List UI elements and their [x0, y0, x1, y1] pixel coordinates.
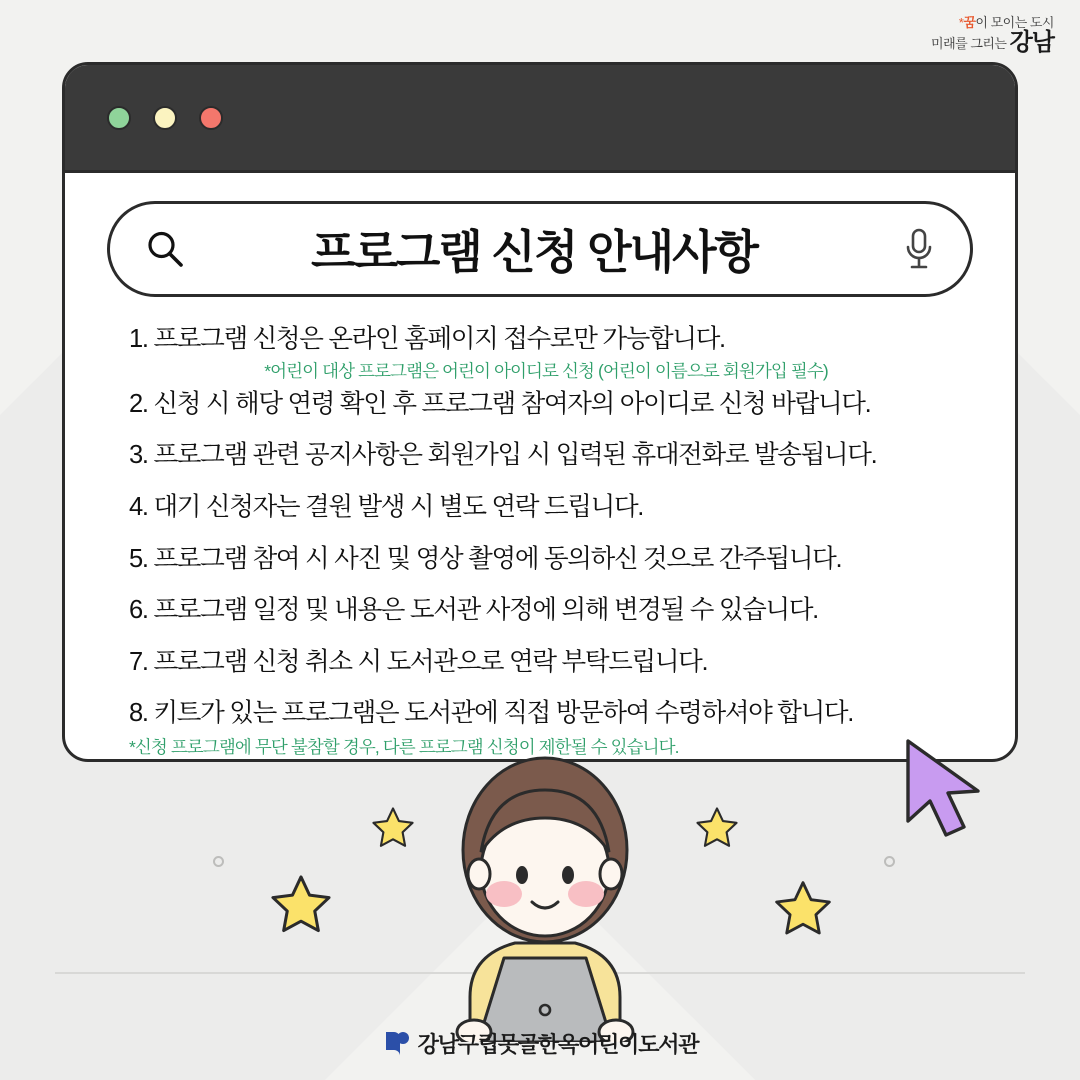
notice-item: 2. 신청 시 해당 연령 확인 후 프로그램 참여자의 아이디로 신청 바랍니다.: [129, 389, 871, 418]
child-illustration: [400, 742, 690, 1042]
brand-logo-line1-accent: 꿈: [963, 15, 976, 30]
notice-item: 4. 대기 신청자는 결원 발생 시 별도 연락 드립니다.: [129, 492, 644, 521]
star-icon: [694, 805, 740, 856]
notice-item: 8. 키트가 있는 프로그램은 도서관에 직접 방문하여 수령하셔야 합니다.: [129, 699, 854, 728]
window-yellow-dot-icon[interactable]: [153, 106, 177, 130]
mouse-cursor-icon: [900, 735, 1000, 845]
window-green-dot-icon[interactable]: [107, 106, 131, 130]
notice-subnote: *어린이 대상 프로그램은 어린이 아이디로 신청 (어린이 이름으로 회원가입 필수): [264, 360, 828, 381]
gangnam-brand-logo: [931, 16, 1054, 57]
brand-logo-line1-rest: 이 모이는 도시: [975, 15, 1054, 30]
brand-logo-line2-big: 강남: [1009, 29, 1054, 57]
library-footer: [0, 1028, 1080, 1059]
brand-logo-line2: [931, 30, 1054, 56]
notice-item: 5. 프로그램 참여 시 사진 및 영상 촬영에 동의하신 것으로 간주됩니다.: [129, 544, 842, 573]
star-icon: [772, 878, 834, 945]
star-icon: [268, 872, 334, 943]
brand-star-icon: *: [958, 15, 964, 30]
decor-dot: [213, 856, 224, 867]
notice-item: 7. 프로그램 신청 취소 시 도서관으로 연락 부탁드립니다.: [129, 647, 708, 676]
decor-dot: [884, 856, 895, 867]
notice-item: 3. 프로그램 관련 공지사항은 회원가입 시 입력된 휴대전화로 발송됩니다.: [129, 441, 877, 470]
browser-content: [65, 173, 1015, 759]
notice-list: [107, 323, 973, 759]
notice-footer-note: *신청 프로그램에 무단 불참할 경우, 다른 프로그램 신청이 제한될 수 있습니다.: [129, 737, 679, 757]
window-close-red-dot-icon[interactable]: [199, 106, 223, 130]
browser-window: [62, 62, 1018, 762]
microphone-icon[interactable]: [902, 226, 936, 272]
browser-titlebar: [65, 65, 1015, 173]
brand-logo-line2-small: 미래를 그리는: [931, 36, 1007, 52]
page-title: 프로그램 신청 안내사항: [311, 226, 757, 278]
search-bar[interactable]: [107, 201, 973, 297]
notice-item: 1. 프로그램 신청은 온라인 홈페이지 접수로만 가능합니다.: [129, 325, 725, 353]
notice-item: 6. 프로그램 일정 및 내용은 도서관 사정에 의해 변경될 수 있습니다.: [129, 596, 818, 625]
library-name: 강남구립못골한옥어린이도서관: [417, 1032, 699, 1057]
library-mark-icon: [382, 1029, 410, 1059]
